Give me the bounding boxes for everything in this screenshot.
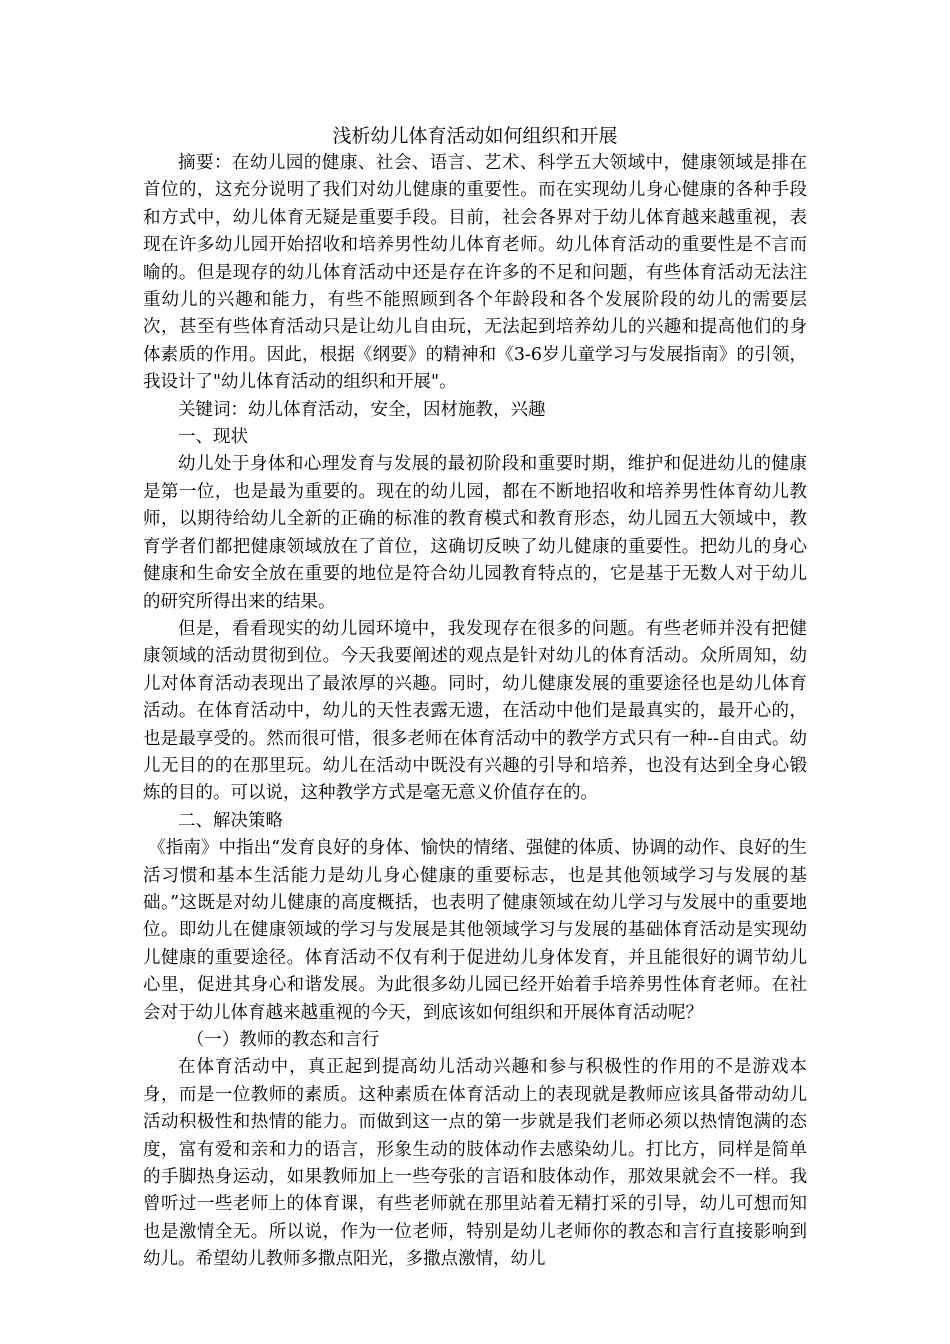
section-heading-status: 一、现状	[178, 427, 248, 448]
body-paragraph: 《指南》中指出“发育良好的身体、愉快的情绪、强健的体质、协调的动作、良好的生活习惯和基本生活能力是幼儿身心健康的重要标志，也是其他领域学习与发展的基础。”这既是对幼儿健康的高度概括，也表明了健康领域在幼儿学习与发展中的重要地位。即幼儿在健康领域的学习与发展是其他领域学习与发展的基础体育活动是实现幼儿健康的重要途径。体育活动不仅有利于促进幼儿身体发育，并且能很好的调节幼儿心里，促进其身心和谐发展。为此很多幼儿园已经开始着手培养男性体育老师。在社会对于幼儿体育越来越重视的今天，到底该如何组织和开展体育活动呢？	[143, 838, 807, 1023]
abstract-paragraph: 摘要：在幼儿园的健康、社会、语言、艺术、科学五大领域中，健康领域是排在首位的，这充分说明了我们对幼儿健康的重要性。而在实现幼儿身心健康的各种手段和方式中，幼儿体育无疑是重要手段。目前，社会各界对于幼儿体育越来越重视，表现在许多幼儿园开始招收和培养男性幼儿体育老师。幼儿体育活动的重要性是不言而喻的。但是现存的幼儿体育活动中还是存在许多的不足和问题，有些体育活动无法注重幼儿的兴趣和能力，有些不能照顾到各个年龄段和各个发展阶段的幼儿的需要层次，甚至有些体育活动只是让幼儿自由玩，无法起到培养幼儿的兴趣和提高他们的身体素质的作用。因此，根据《纲要》的精神和《3-6岁儿童学习与发展指南》的引领，我设计了"幼儿体育活动的组织和开展"。	[143, 153, 807, 393]
body-paragraph: 在体育活动中，真正起到提高幼儿活动兴趣和参与积极性的作用的不是游戏本身，而是一位教师的素质。这种素质在体育活动上的表现就是教师应该具备带动幼儿活动积极性和热情的能力。而做到这一点的第一步就是我们老师必须以热情饱满的态度，富有爱和亲和力的语言，形象生动的肢体动作去感染幼儿。打比方，同样是简单的手脚热身运动，如果教师加上一些夸张的言语和肢体动作，那效果就会不一样。我曾听过一些老师上的体育课，有些老师就在那里站着无精打采的引导，幼儿可想而知也是激情全无。所以说，作为一位老师，特别是幼儿老师你的教态和言行直接影响到幼儿。希望幼儿教师多撒点阳光，多撒点激情，幼儿	[143, 1057, 807, 1270]
body-paragraph: 幼儿处于身体和心理发育与发展的最初阶段和重要时期，维护和促进幼儿的健康是第一位，也是最为重要的。现在的幼儿园，都在不断地招收和培养男性体育幼儿教师，以期待给幼儿全新的正确的标准的教育模式和教育形态，幼儿园五大领域中，教育学者们都把健康领域放在了首位，这确切反映了幼儿健康的重要性。把幼儿的身心健康和生命安全放在重要的地位是符合幼儿园教育特点的，它是基于无数人对于幼儿的研究所得出来的结果。	[143, 454, 807, 612]
body-paragraph: 但是，看看现实的幼儿园环境中，我发现存在很多的问题。有些老师并没有把健康领域的活动贯彻到位。今天我要阐述的观点是针对幼儿的体育活动。众所周知，幼儿对体育活动表现出了最浓厚的兴趣。同时，幼儿健康发展的重要途径也是幼儿体育活动。在体育活动中，幼儿的天性表露无遗，在活动中他们是最真实的，最开心的，也是最享受的。然而很可惜，很多老师在体育活动中的教学方式只有一种--自由式。幼儿无目的的在那里玩。幼儿在活动中既没有兴趣的引导和培养，也没有达到全身心锻炼的目的。可以说，这种教学方式是毫无意义价值存在的。	[143, 618, 807, 804]
document-title: 浅析幼儿体育活动如何组织和开展	[332, 125, 618, 147]
document-page	[143, 122, 807, 1274]
section-heading-strategy: 二、解决策略	[178, 810, 283, 831]
subsection-heading-teacher: （一）教师的教态和言行	[186, 1030, 380, 1050]
keywords-line: 关键词：幼儿体育活动，安全，因材施教，兴趣	[178, 399, 546, 420]
